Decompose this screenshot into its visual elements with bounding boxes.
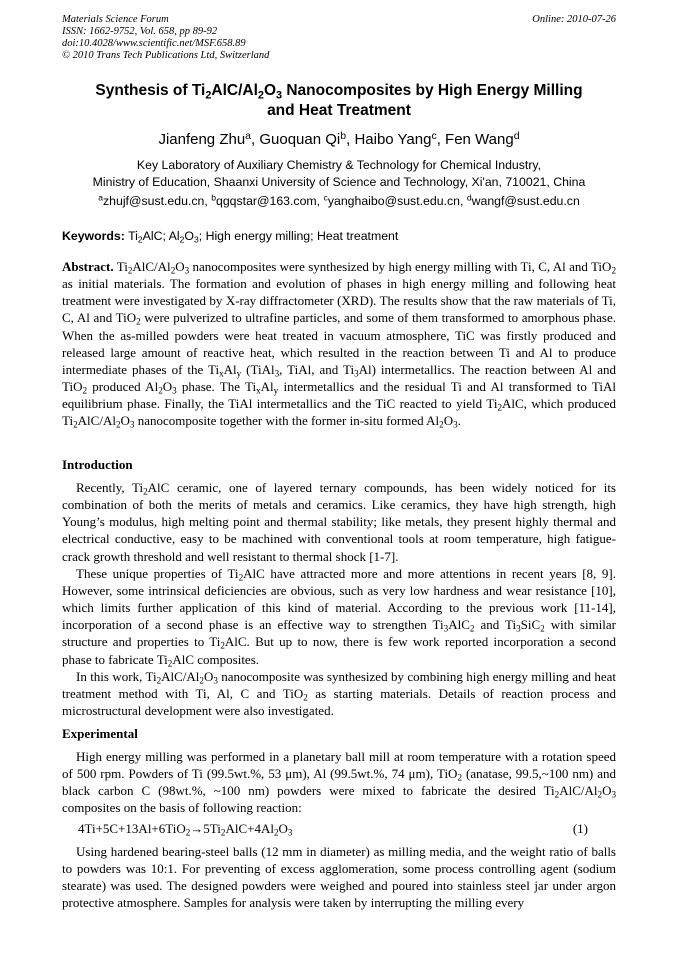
sub: 3 <box>443 623 449 634</box>
abstract-text: produced Al <box>87 379 159 395</box>
intro-paragraph-3 <box>62 668 616 719</box>
sub: 2 <box>469 623 475 634</box>
email-mark: a <box>98 192 103 203</box>
author <box>259 131 354 148</box>
keywords <box>62 228 616 244</box>
intro-text: AlC/Al <box>161 668 200 684</box>
experimental-text: High energy milling was performed in a planetary ball mill at room temperature with a rotation speed of 500 rpm. Powders of Ti (99.5wt.%, 53 μm), Al (99.5wt.%, 74 μm), TiO <box>62 749 616 782</box>
sub: 2 <box>82 385 88 396</box>
abstract-text: AlC, which produced Ti <box>62 396 616 429</box>
intro-text: In this work, Ti <box>76 668 157 684</box>
sub: 2 <box>457 772 462 783</box>
abstract-text: Ti <box>113 259 128 274</box>
experimental-text: composites on the basis of following reaction: <box>62 800 302 816</box>
author <box>158 131 259 148</box>
keyword-text: ; High energy milling; Heat treatment <box>198 229 399 243</box>
section-heading-introduction: Introduction <box>62 457 133 472</box>
introduction-body <box>62 479 616 719</box>
sub: 3 <box>172 385 177 396</box>
abstract-text: (TiAl <box>241 361 275 377</box>
author-mark: c <box>431 129 437 142</box>
author-mark: d <box>513 129 520 142</box>
sub: 3 <box>129 420 135 431</box>
sub: x <box>256 385 261 396</box>
abstract-text: AlC/Al <box>77 413 116 429</box>
experimental-body-2 <box>62 843 616 912</box>
keyword-text: Ti <box>124 229 138 243</box>
author-mark: a <box>245 129 252 142</box>
sub: 3 <box>213 675 218 686</box>
journal-header <box>62 14 616 62</box>
journal-name: Materials Science Forum <box>62 14 169 25</box>
sub: 2 <box>199 675 204 686</box>
email-mark: d <box>466 192 472 203</box>
intro-paragraph-1 <box>62 479 616 565</box>
title-text: O <box>263 82 276 99</box>
sub: 2 <box>220 641 225 652</box>
abstract-text: . <box>457 413 461 429</box>
experimental-paragraph-2: Using hardened bearing-steel balls (12 mm in diameter) as milling media, and the weight ratio of balls to powders was 10:1. For preventing of excess agglomeration, some process controlling agent (sodium stearate) was used. The designed powders were weighed and poured into stainless steel jar under argon protective atmosphere. Samples for analysis were taken by interrupting the milling every <box>62 844 616 911</box>
title-sub: 3 <box>276 89 283 102</box>
sub: 2 <box>127 265 133 276</box>
sub: 2 <box>158 385 163 396</box>
sub: 3 <box>184 265 190 276</box>
intro-text: AlC have attracted more and more attentions in recent years [8, 9]. However, some intrinsical deficiencies are obvious, such as very low hardness and wear resistance [10], which limits further application of this kind of material. According to the previous work [11-14], incorporation of a second phase is an effective way to strengthen Ti <box>62 565 617 633</box>
section-heading-experimental: Experimental <box>62 726 138 741</box>
email-address: zhujf@sust.edu.cn <box>103 194 205 208</box>
email <box>211 194 323 208</box>
sub: 2 <box>597 790 603 801</box>
title-line-2: and Heat Treatment <box>267 102 411 119</box>
intro-text: O <box>203 668 214 684</box>
affiliation-line-1: Key Laboratory of Auxiliary Chemistry & Technology for Chemical Industry, <box>136 158 542 172</box>
equation-number: (1) <box>572 821 588 836</box>
sub: 3 <box>453 420 458 431</box>
keyword-text: AlC; Al <box>142 229 180 243</box>
author-list <box>62 131 616 149</box>
copyright-line: © 2010 Trans Tech Publications Ltd, Switzerland <box>62 50 270 61</box>
intro-text: nanocomposite was synthesized by combining high energy milling and heat treatment method with Ti, Al, C and TiO <box>62 668 616 701</box>
author-separator: , <box>251 131 260 148</box>
equation-text: AlC+4Al <box>225 821 274 836</box>
sub: 2 <box>497 402 503 413</box>
experimental-body-1 <box>62 748 616 817</box>
sub: y <box>273 385 279 396</box>
author <box>354 131 445 148</box>
intro-text: AlC. But up to now, there is few work reported incorporation a second phase to fabricate Ti <box>62 634 616 667</box>
sub: 2 <box>554 790 560 801</box>
email-separator: , <box>204 194 212 208</box>
abstract-text: , TiAl, and Ti <box>279 361 355 377</box>
abstract-text: nanocomposites were synthesized by high energy milling with Ti, C, Al and TiO <box>189 259 612 274</box>
abstract-paragraph <box>62 258 616 430</box>
title-text: Synthesis of Ti <box>95 82 206 99</box>
abstract-text: O <box>175 259 185 274</box>
author-name: Jianfeng Zhu <box>158 131 246 148</box>
sub: 2 <box>303 692 308 703</box>
intro-text: AlC <box>448 617 470 633</box>
email-mark: c <box>323 192 328 203</box>
abstract-text: as initial materials. The formation and evolution of phases in high energy milling and following heat treatment were investigated by X-ray diffractometer (XRD). The results show that the raw materials of Ti, C, Al and TiO <box>62 276 616 326</box>
keyword-sub: 3 <box>193 234 199 245</box>
abstract-text: phase. The Ti <box>176 379 257 395</box>
sub: 3 <box>274 368 280 379</box>
sub: 2 <box>170 265 176 276</box>
sub: y <box>236 368 242 379</box>
author-separator: , <box>346 131 355 148</box>
email-address: yanghaibo@sust.edu.cn <box>327 194 460 208</box>
keyword-text: O <box>184 229 194 243</box>
author-mark: b <box>340 129 347 142</box>
keyword-sub: 2 <box>137 234 143 245</box>
sub: 2 <box>73 420 78 431</box>
author-name: Guoquan Qi <box>259 131 341 148</box>
abstract-text: O <box>162 379 173 395</box>
email-separator: , <box>316 194 324 208</box>
abstract-text: O <box>443 413 454 429</box>
abstract-text: were pulverized to ultrafine particles, and some of them transformed to amorphous phase. When the as-milled powders were heat treated in vacuum atmosphere, TiC was firstly produced and released large amount of reactive heat, which resulted in the reaction between Ti and Al to produce intermediate phases of the Ti <box>62 310 616 377</box>
intro-paragraph-2 <box>62 565 616 668</box>
intro-text: as starting materials. Details of reaction process and microstructural development were also investigated. <box>62 685 616 719</box>
email <box>324 194 467 208</box>
author-separator: , <box>436 131 446 148</box>
email-address: qgqstar@163.com <box>216 194 317 208</box>
sub: 2 <box>238 572 244 583</box>
experimental-text: O <box>602 783 612 799</box>
intro-text: with similar structure and properties to Ti <box>62 617 616 650</box>
experimental-text: (anatase, 99.5,~100 nm) and black carbon C (98wt.%, ~100 nm) powders were mixed to fabricate the desired Ti <box>62 766 617 799</box>
sub: 2 <box>136 317 141 328</box>
sub: 2 <box>185 827 191 838</box>
sub: 2 <box>540 623 545 634</box>
sub: 2 <box>273 827 279 838</box>
intro-text: These unique properties of Ti <box>76 565 239 581</box>
abstract-text: intermetallics and the residual Ti and Al transformed to TiAl equilibrium phase. Finally, the TiAl intermetallics and the TiC reacted to yield Ti <box>62 379 616 412</box>
abstract-text: Al) intermetallics. The reaction between Al and TiO <box>62 361 616 395</box>
email <box>98 194 211 208</box>
abstract-label: Abstract. <box>62 259 114 274</box>
email <box>467 194 580 208</box>
sub: 3 <box>287 827 293 838</box>
sub: 2 <box>167 658 173 669</box>
abstract-text: Al <box>223 361 237 377</box>
sub: 2 <box>156 675 162 686</box>
sub: 2 <box>439 420 444 431</box>
abstract-text: AlC/Al <box>132 259 171 274</box>
issn-line: ISSN: 1662-9752, Vol. 658, pp 89-92 <box>62 26 218 37</box>
equation-text: 4Ti+5C+13Al+6TiO <box>78 821 186 836</box>
sub: 3 <box>611 790 616 801</box>
sub: 3 <box>516 623 521 634</box>
title-sub: 2 <box>257 89 264 102</box>
email-separator: , <box>459 194 467 208</box>
intro-text: Recently, Ti <box>76 480 144 495</box>
abstract-text: nanocomposite together with the former in-situ formed Al <box>134 413 440 429</box>
experimental-paragraph-1 <box>62 748 616 817</box>
email-mark: b <box>211 192 216 203</box>
author-name: Fen Wang <box>445 131 514 148</box>
abstract-text: O <box>120 413 130 429</box>
email-list <box>62 193 616 209</box>
intro-text: SiC <box>520 617 541 633</box>
equation-body <box>78 820 292 837</box>
abstract <box>62 258 616 430</box>
abstract-text: Al <box>260 379 274 395</box>
keywords-label: Keywords: <box>62 229 125 243</box>
sub: x <box>219 368 224 379</box>
equation-text: →5Ti <box>190 821 221 836</box>
experimental-text: AlC/Al <box>559 783 598 799</box>
author-name: Haibo Yang <box>354 131 432 148</box>
title-text: Nanocomposites by High Energy Milling <box>282 82 583 99</box>
sub: 3 <box>354 368 359 379</box>
affiliation <box>62 157 616 191</box>
paper-title <box>62 81 616 121</box>
online-date: Online: 2010-07-26 <box>532 14 616 25</box>
sub: 2 <box>143 486 148 497</box>
sub: 2 <box>611 265 616 276</box>
equation-text: O <box>278 821 288 836</box>
doi-line: doi:10.4028/www.scientific.net/MSF.658.89 <box>62 38 246 49</box>
keyword-sub: 2 <box>179 234 185 245</box>
title-text: AlC/Al <box>211 82 258 99</box>
intro-text: AlC ceramic, one of layered ternary compounds, has been widely noticed for its combination of both the merits of metals and ceramics. Like ceramics, they have high strength, high Young’s modulus, high melting point and thermal stability; like metals, they present highly thermal and electrical conductive, easy to be machined with conventional tools at room temperature, high fatigue-crack growth threshold and well resistant to thermal shock [1-7]. <box>62 480 616 564</box>
title-sub: 2 <box>205 89 212 102</box>
sub: 2 <box>220 827 226 838</box>
affiliation-line-2: Ministry of Education, Shaanxi University of Science and Technology, Xi'an, 710021, China <box>92 175 586 189</box>
sub: 2 <box>115 420 121 431</box>
intro-text: AlC composites. <box>172 651 260 667</box>
email-address: wangf@sust.edu.cn <box>471 194 580 208</box>
title-line-1 <box>62 81 616 101</box>
intro-text: and Ti <box>474 617 517 633</box>
author <box>445 131 520 148</box>
